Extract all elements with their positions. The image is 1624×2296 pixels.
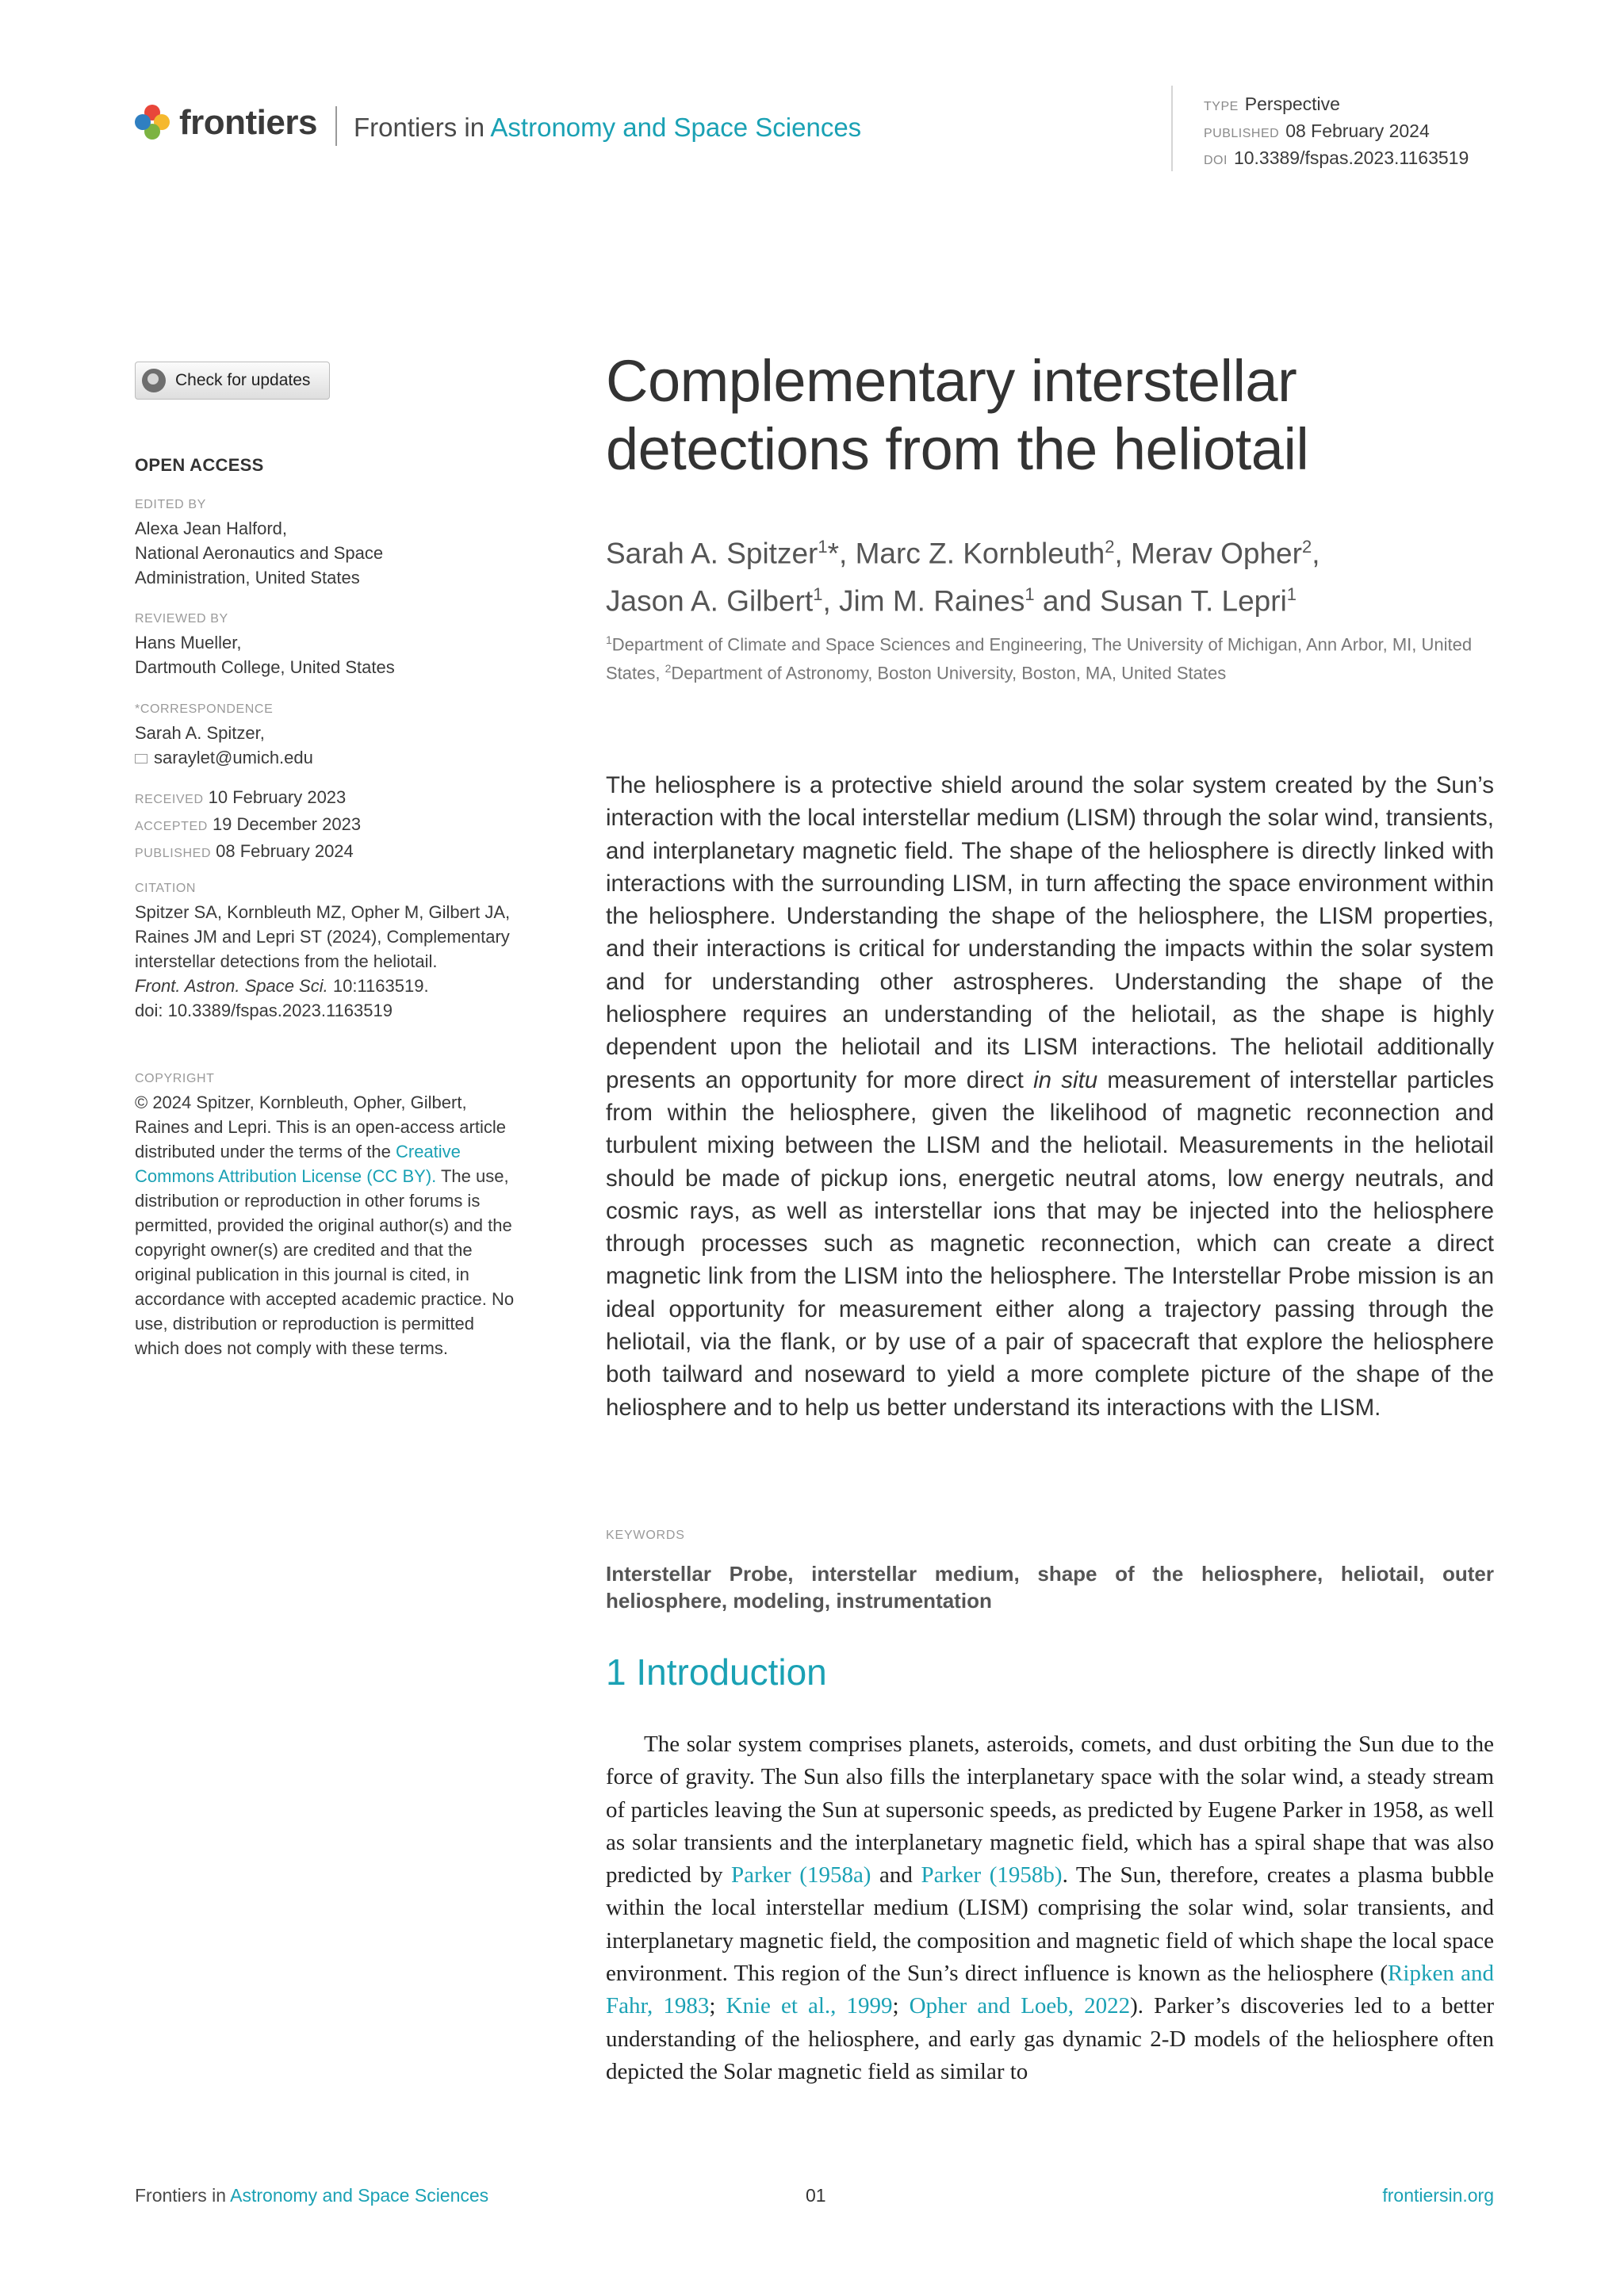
open-access-label: OPEN ACCESS — [135, 455, 264, 475]
footer-journal-name: Astronomy and Space Sciences — [230, 2185, 489, 2206]
author-name[interactable]: Merav Opher — [1131, 537, 1302, 570]
abstract-italic: in situ — [1033, 1066, 1098, 1093]
citation-link[interactable]: Knie et al., 1999 — [726, 1993, 893, 2019]
check-for-updates-button[interactable] — [135, 362, 330, 400]
journal-title: Astronomy and Space Sciences — [490, 113, 862, 142]
introduction-paragraph: The solar system comprises planets, asteroids, comets, and dust orbiting the Sun due to the force of gravity. The Sun also fills the interplanetary space with the solar wind, a steady stream of particles leaving the Sun at supersonic speeds, as predicted by Eugene Parker in 1958, as well as solar transients and the interplanetary magnetic field, which has a spiral shape that was also predicted by Parker (1958a) and Parker (1958b). The Sun, therefore, creates a plasma bubble within the local interstellar medium (LISM) comprising the solar wind, solar transients, and interplanetary magnetic field, the composition and magnetic field of which shape the local space environment. This region of the Sun’s direct influence is known as the heliosphere (Ripken and Fahr, 1983; Knie et al., 1999; Opher and Loeb, 2022). Parker’s discoveries led to a better understanding of the heliosphere, and early gas dynamic 2-D models of the heliosphere often depicted the Solar magnetic field as similar to — [606, 1732, 1495, 2084]
journal-name[interactable] — [354, 113, 861, 143]
affiliation-marker: 1 — [606, 633, 612, 646]
crossmark-icon — [142, 369, 166, 392]
footer-journal[interactable] — [135, 2185, 488, 2206]
abstract-part-2: measurement of interstellar particles from within the heliosphere, given the likelihood of magnetic reconnection and turbulent mixing between the LISM and the heliotail. Measurements in the heliotail should be made of pickup ions, energetic neutral atoms, low energy neutrals, and cosmic rays, as well as interstellar ions that may be injected into the heliosphere through processes such as magnetic reconnection, which can create a direct magnetic link from the LISM into the heliosphere. The Interstellar Probe mission is an ideal opportunity for measurement either along a trajectory passing through the heliotail, via the flank, or by use of a pair of spacecraft that explore the heliosphere both tailward and noseward to yield a more complete picture of the shape of the heliosphere and to help us better understand its interactions with the LISM. — [606, 1066, 1494, 1421]
type-value: Perspective — [1244, 94, 1340, 114]
accepted-value: 19 December 2023 — [212, 814, 362, 834]
editor-affiliation: National Aeronautics and Space Administration, United States — [135, 543, 384, 587]
citation-label: CITATION — [135, 882, 197, 895]
received-label: RECEIVED — [135, 793, 204, 806]
published-value: 08 February 2024 — [1285, 121, 1430, 141]
keywords-label: KEYWORDS — [606, 1529, 685, 1542]
author-name[interactable]: Jason A. Gilbert — [606, 584, 814, 618]
type-label: TYPE — [1204, 100, 1239, 113]
abstract — [606, 769, 1494, 1424]
frontiers-logo[interactable] — [135, 103, 317, 143]
author-separator: , — [839, 537, 856, 570]
author-affiliation-marker: 2 — [1301, 537, 1312, 557]
author-separator: , — [1312, 537, 1320, 570]
correspondence-name: Sarah A. Spitzer, — [135, 723, 265, 743]
edited-by — [135, 516, 531, 590]
sidebar-published-value: 08 February 2024 — [216, 841, 354, 861]
corresponding-author-marker: * — [827, 537, 840, 570]
published-label: PUBLISHED — [1204, 127, 1280, 140]
page-number: 01 — [806, 2185, 826, 2206]
meta-divider — [1171, 86, 1173, 171]
abstract-part-1: The heliosphere is a protective shield around the solar system created by the Sun’s interaction with the local interstellar medium (LISM) through the solar wind, transients, and interplanetary magnetic field. The shape of the heliosphere is directly linked with interactions with the surrounding LISM, in turn affecting the space environment within the heliosphere. Understanding the shape of the heliosphere, the LISM properties, and their interactions is critical for understanding the impacts within the solar system and for understanding other astrospheres. Understanding the shape of the heliosphere requires an understanding of the heliotail, as the shape is highly dependent upon the heliotail and its LISM interactions. The heliotail additionally presents an opportunity for more direct — [606, 772, 1494, 1093]
author-name[interactable]: Susan T. Lepri — [1099, 584, 1287, 618]
citation-text: Spitzer SA, Kornbleuth MZ, Opher M, Gilbert JA, Raines JM and Lepri ST (2024), Complementary interstellar detections from the heliotail. — [135, 902, 511, 971]
check-for-updates-label: Check for updates — [175, 371, 311, 389]
citation-link[interactable]: Opher and Loeb, 2022 — [909, 1993, 1131, 2019]
logo-wordmark: frontiers — [179, 103, 317, 142]
citation-link[interactable]: Ripken and Fahr, 1983 — [606, 1961, 1494, 2019]
correspondence-email[interactable]: saraylet@umich.edu — [154, 748, 313, 767]
author-separator: , — [822, 584, 839, 618]
affiliations — [606, 628, 1494, 686]
header-divider — [335, 106, 337, 146]
author-affiliation-marker: 1 — [813, 584, 823, 605]
citation-link[interactable]: Parker (1958b) — [921, 1862, 1063, 1888]
citation-doi[interactable]: doi: 10.3389/fspas.2023.1163519 — [135, 1001, 393, 1020]
mail-icon — [135, 754, 147, 763]
affiliation-text: Department of Climate and Space Sciences and Engineering, The University of Michigan, Ann Arbor, MI, United States, — [606, 634, 1473, 683]
affiliation-marker: 2 — [665, 662, 672, 675]
correspondence — [135, 721, 531, 770]
author-separator: and — [1034, 584, 1100, 618]
intro-text-2: . The Sun, therefore, creates a plasma bubble within the local interstellar medium (LISM) comprising the solar wind, solar transients, and interplanetary magnetic field, the composition and magnetic field of which shape the local space environment. This region of the Sun’s direct influence is known as the heliosphere ( — [606, 1862, 1495, 1987]
reviewer-affiliation: Dartmouth College, United States — [135, 657, 395, 677]
copyright-text-1: © 2024 Spitzer, Kornbleuth, Opher, Gilbert, Raines and Lepri. This is an open-access article distributed under the terms of the — [135, 1093, 506, 1161]
footer-prefix: Frontiers in — [135, 2185, 227, 2206]
article-meta — [1204, 92, 1469, 173]
frontiers-logo-icon — [135, 105, 171, 141]
copyright — [135, 1090, 523, 1360]
author-affiliation-marker: 1 — [818, 537, 828, 557]
affiliation-text: Department of Astronomy, Boston University, Boston, MA, United States — [671, 663, 1227, 683]
reviewer-name: Hans Mueller, — [135, 633, 242, 652]
keywords: Interstellar Probe, interstellar medium, shape of the heliosphere, heliotail, outer heliosphere, modeling, instrumentation — [606, 1562, 1494, 1613]
edited-by-label: EDITED BY — [135, 498, 206, 511]
author-affiliation-marker: 1 — [1025, 584, 1035, 605]
journal-prefix: Frontiers in — [354, 113, 485, 142]
correspondence-label: *CORRESPONDENCE — [135, 702, 274, 716]
author-separator: , — [1114, 537, 1132, 570]
author-affiliation-marker: 1 — [1286, 584, 1297, 605]
copyright-label: COPYRIGHT — [135, 1072, 215, 1085]
editor-name: Alexa Jean Halford, — [135, 519, 287, 538]
citation — [135, 900, 523, 1023]
author-name[interactable]: Jim M. Raines — [839, 584, 1025, 618]
section-heading-introduction: 1 Introduction — [606, 1651, 827, 1693]
citation-link[interactable]: Parker (1958a) — [731, 1862, 871, 1888]
license-link[interactable]: Creative Commons Attribution License (CC BY). — [135, 1142, 461, 1186]
author-list — [606, 526, 1494, 622]
citation-journal: Front. Astron. Space Sci. — [135, 976, 328, 996]
author-name[interactable]: Sarah A. Spitzer — [606, 537, 818, 570]
sidebar-published-label: PUBLISHED — [135, 847, 212, 860]
author-name[interactable]: Marc Z. Kornbleuth — [855, 537, 1105, 570]
received-value: 10 February 2023 — [208, 787, 347, 807]
intro-text-3: ). Parker’s discoveries led to a better understanding of the heliosphere, and early gas dynamic 2-D models of the heliosphere often depicted the Solar magnetic field as similar to — [606, 1993, 1495, 2084]
article-title: Complementary interstellar detections from the heliotail — [606, 348, 1309, 482]
reviewed-by-label: REVIEWED BY — [135, 612, 228, 626]
copyright-text-2: The use, distribution or reproduction in other forums is permitted, provided the original author(s) and the copyright owner(s) are credited and that the original publication in this journal is cited, in accordance with accepted academic practice. No use, distribution or reproduction is permitted which does not comply with these terms. — [135, 1166, 515, 1358]
accepted-label: ACCEPTED — [135, 820, 208, 833]
reviewed-by — [135, 630, 531, 679]
dates — [135, 785, 531, 866]
intro-text-1: The solar system comprises planets, asteroids, comets, and dust orbiting the Sun due to the force of gravity. The Sun also fills the interplanetary space with the solar wind, a steady stream of particles leaving the Sun at supersonic speeds, as predicted by Eugene Parker in 1958, as well as solar transients and the interplanetary magnetic field, which has a spiral shape that was also predicted by — [606, 1732, 1494, 1888]
citation-volume: 10:1163519. — [332, 976, 429, 996]
footer-site-link[interactable]: frontiersin.org — [1382, 2185, 1494, 2206]
doi-value[interactable]: 10.3389/fspas.2023.1163519 — [1233, 147, 1469, 168]
author-affiliation-marker: 2 — [1105, 537, 1115, 557]
intro-and: and — [879, 1862, 913, 1888]
doi-label: DOI — [1204, 154, 1228, 167]
